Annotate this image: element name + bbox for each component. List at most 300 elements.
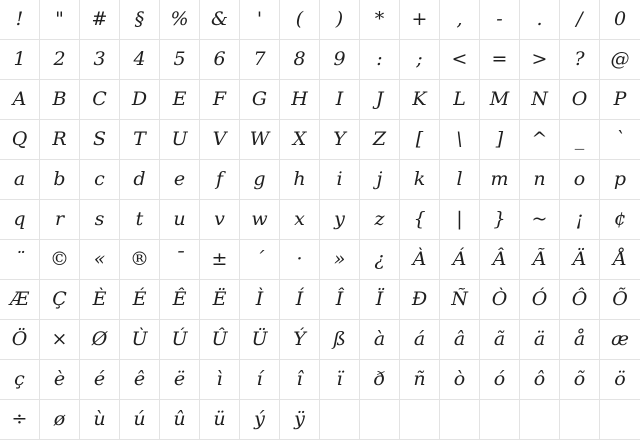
glyph-character: 0 xyxy=(613,8,627,30)
glyph-character: æ xyxy=(611,328,629,350)
glyph-character: = xyxy=(491,48,508,70)
glyph-cell[interactable] xyxy=(400,160,440,200)
glyph-cell[interactable] xyxy=(600,40,640,80)
glyph-cell[interactable] xyxy=(240,280,280,320)
glyph-cell[interactable] xyxy=(0,320,40,360)
glyph-character: ë xyxy=(173,368,186,390)
glyph-cell[interactable] xyxy=(560,80,600,120)
glyph-character: Y xyxy=(333,128,346,150)
glyph-character: X xyxy=(292,128,307,150)
glyph-cell[interactable] xyxy=(120,280,160,320)
glyph-character: 8 xyxy=(293,48,306,70)
glyph-cell[interactable] xyxy=(520,280,560,320)
glyph-character: ý xyxy=(254,408,265,430)
glyph-cell[interactable] xyxy=(40,400,80,440)
glyph-cell[interactable] xyxy=(560,200,600,240)
glyph-cell[interactable] xyxy=(0,80,40,120)
glyph-cell[interactable] xyxy=(560,0,600,40)
glyph-character: r xyxy=(54,208,65,230)
glyph-character: / xyxy=(576,8,583,30)
glyph-cell[interactable] xyxy=(0,160,40,200)
glyph-cell[interactable] xyxy=(280,160,320,200)
glyph-character: > xyxy=(531,48,548,70)
glyph-character: ` xyxy=(615,128,625,150)
glyph-cell[interactable] xyxy=(400,200,440,240)
glyph-character: , xyxy=(456,8,463,30)
glyph-character: [ xyxy=(415,128,424,150)
glyph-cell[interactable] xyxy=(240,200,280,240)
glyph-cell[interactable] xyxy=(600,320,640,360)
glyph-character: 7 xyxy=(253,48,266,70)
glyph-cell[interactable] xyxy=(520,200,560,240)
glyph-cell[interactable] xyxy=(520,0,560,40)
glyph-cell[interactable] xyxy=(200,400,240,440)
glyph-cell[interactable] xyxy=(520,160,560,200)
glyph-cell[interactable] xyxy=(160,280,200,320)
glyph-character: c xyxy=(94,168,105,190)
glyph-cell[interactable] xyxy=(520,400,560,440)
glyph-cell[interactable] xyxy=(480,240,520,280)
glyph-cell[interactable] xyxy=(600,200,640,240)
glyph-character: å xyxy=(573,328,586,350)
glyph-character: Z xyxy=(372,128,387,150)
glyph-cell[interactable] xyxy=(320,0,360,40)
glyph-cell[interactable] xyxy=(600,240,640,280)
glyph-character: Õ xyxy=(612,288,628,310)
glyph-character: s xyxy=(94,208,105,230)
glyph-cell[interactable] xyxy=(200,0,240,40)
glyph-character: Ê xyxy=(172,288,187,310)
glyph-cell[interactable] xyxy=(200,120,240,160)
glyph-character: â xyxy=(453,328,466,350)
glyph-character: ® xyxy=(130,248,149,270)
glyph-character: F xyxy=(212,88,227,110)
glyph-cell[interactable] xyxy=(280,0,320,40)
glyph-cell[interactable] xyxy=(80,320,120,360)
glyph-cell[interactable] xyxy=(440,80,480,120)
glyph-character: À xyxy=(412,248,427,270)
glyph-cell[interactable] xyxy=(480,40,520,80)
glyph-cell[interactable] xyxy=(320,280,360,320)
glyph-character: & xyxy=(211,8,228,30)
glyph-cell[interactable] xyxy=(360,160,400,200)
glyph-character: v xyxy=(214,208,225,230)
glyph-character: Ù xyxy=(131,328,148,350)
glyph-character: û xyxy=(173,408,186,430)
glyph-character: " xyxy=(55,8,64,30)
glyph-cell[interactable] xyxy=(560,120,600,160)
glyph-cell[interactable] xyxy=(600,80,640,120)
glyph-character: ð xyxy=(373,368,386,390)
glyph-cell[interactable] xyxy=(80,0,120,40)
glyph-character: Ï xyxy=(375,288,384,310)
glyph-cell[interactable] xyxy=(280,320,320,360)
glyph-character: @ xyxy=(610,48,630,70)
glyph-character: d xyxy=(133,168,146,190)
glyph-cell[interactable] xyxy=(80,160,120,200)
glyph-character: ! xyxy=(15,8,24,30)
glyph-character: * xyxy=(374,8,385,30)
glyph-cell[interactable] xyxy=(0,240,40,280)
glyph-character: ¯ xyxy=(174,248,185,270)
glyph-cell[interactable] xyxy=(120,160,160,200)
glyph-character: O xyxy=(571,88,588,110)
glyph-cell[interactable] xyxy=(560,40,600,80)
glyph-character: 4 xyxy=(133,48,146,70)
glyph-character: É xyxy=(132,288,147,310)
glyph-character: 3 xyxy=(93,48,106,70)
glyph-character: 2 xyxy=(53,48,66,70)
glyph-cell[interactable] xyxy=(280,400,320,440)
glyph-character: . xyxy=(536,8,543,30)
glyph-cell[interactable] xyxy=(40,160,80,200)
glyph-cell[interactable] xyxy=(360,240,400,280)
glyph-cell[interactable] xyxy=(80,120,120,160)
glyph-character: m xyxy=(490,168,509,190)
glyph-cell[interactable] xyxy=(40,280,80,320)
glyph-cell[interactable] xyxy=(280,120,320,160)
glyph-cell[interactable] xyxy=(320,120,360,160)
glyph-cell[interactable] xyxy=(560,320,600,360)
glyph-character: Ë xyxy=(212,288,227,310)
glyph-cell[interactable] xyxy=(240,40,280,80)
glyph-cell[interactable] xyxy=(160,240,200,280)
glyph-character: b xyxy=(53,168,66,190)
glyph-cell[interactable] xyxy=(560,400,600,440)
glyph-character: ù xyxy=(93,408,106,430)
glyph-cell[interactable] xyxy=(400,320,440,360)
glyph-character: î xyxy=(296,368,303,390)
glyph-cell[interactable] xyxy=(520,40,560,80)
glyph-character: à xyxy=(373,328,386,350)
glyph-cell[interactable] xyxy=(160,120,200,160)
glyph-cell[interactable] xyxy=(320,160,360,200)
glyph-cell[interactable] xyxy=(240,320,280,360)
glyph-cell[interactable] xyxy=(400,240,440,280)
glyph-cell[interactable] xyxy=(80,400,120,440)
glyph-character: í xyxy=(256,368,263,390)
glyph-cell[interactable] xyxy=(160,160,200,200)
glyph-cell[interactable] xyxy=(200,320,240,360)
glyph-character: E xyxy=(172,88,187,110)
glyph-character: 9 xyxy=(333,48,346,70)
glyph-cell[interactable] xyxy=(280,40,320,80)
glyph-cell[interactable] xyxy=(480,200,520,240)
glyph-character: ñ xyxy=(413,368,426,390)
glyph-character: Ä xyxy=(572,248,587,270)
glyph-cell[interactable] xyxy=(360,200,400,240)
glyph-cell[interactable] xyxy=(160,320,200,360)
glyph-cell[interactable] xyxy=(40,240,80,280)
glyph-cell[interactable] xyxy=(440,0,480,40)
glyph-character: Q xyxy=(11,128,28,150)
glyph-character: × xyxy=(51,328,68,350)
glyph-cell[interactable] xyxy=(400,120,440,160)
glyph-character: ê xyxy=(133,368,146,390)
glyph-character: f xyxy=(215,168,224,190)
glyph-cell[interactable] xyxy=(440,400,480,440)
glyph-cell[interactable] xyxy=(160,360,200,400)
glyph-cell[interactable] xyxy=(280,240,320,280)
glyph-cell[interactable] xyxy=(360,120,400,160)
glyph-cell[interactable] xyxy=(120,80,160,120)
glyph-character: ü xyxy=(213,408,226,430)
glyph-cell[interactable] xyxy=(160,40,200,80)
glyph-cell[interactable] xyxy=(520,80,560,120)
glyph-cell[interactable] xyxy=(200,160,240,200)
glyph-cell[interactable] xyxy=(400,0,440,40)
glyph-cell[interactable] xyxy=(560,160,600,200)
glyph-cell[interactable] xyxy=(80,80,120,120)
glyph-character: L xyxy=(453,88,466,110)
glyph-cell[interactable] xyxy=(400,80,440,120)
glyph-cell[interactable] xyxy=(440,120,480,160)
glyph-character: l xyxy=(456,168,463,190)
glyph-cell[interactable] xyxy=(160,0,200,40)
glyph-cell[interactable] xyxy=(440,160,480,200)
glyph-character: n xyxy=(533,168,546,190)
glyph-cell[interactable] xyxy=(320,200,360,240)
glyph-cell[interactable] xyxy=(120,360,160,400)
glyph-character: V xyxy=(212,128,227,150)
glyph-character: Å xyxy=(613,248,627,270)
glyph-cell[interactable] xyxy=(520,240,560,280)
glyph-character: J xyxy=(375,88,384,110)
glyph-cell[interactable] xyxy=(200,360,240,400)
glyph-character: A xyxy=(12,88,27,110)
glyph-character: Ñ xyxy=(451,288,468,310)
glyph-character: ? xyxy=(574,48,585,70)
glyph-cell[interactable] xyxy=(360,80,400,120)
glyph-character: ò xyxy=(453,368,466,390)
glyph-cell[interactable] xyxy=(200,240,240,280)
glyph-cell[interactable] xyxy=(240,240,280,280)
glyph-cell[interactable] xyxy=(320,40,360,80)
glyph-character: i xyxy=(336,168,343,190)
glyph-character: é xyxy=(93,368,106,390)
glyph-character: á xyxy=(413,328,426,350)
glyph-cell[interactable] xyxy=(200,200,240,240)
glyph-cell[interactable] xyxy=(320,360,360,400)
glyph-character: Á xyxy=(452,248,467,270)
glyph-character: M xyxy=(489,88,510,110)
glyph-cell[interactable] xyxy=(40,120,80,160)
glyph-cell[interactable] xyxy=(360,0,400,40)
glyph-character: H xyxy=(291,88,308,110)
glyph-cell[interactable] xyxy=(240,160,280,200)
glyph-character: C xyxy=(92,88,107,110)
glyph-character: B xyxy=(52,88,67,110)
glyph-cell[interactable] xyxy=(40,40,80,80)
glyph-cell[interactable] xyxy=(360,280,400,320)
glyph-cell[interactable] xyxy=(120,320,160,360)
glyph-character: K xyxy=(412,88,427,110)
glyph-character: ´ xyxy=(254,248,265,270)
glyph-cell[interactable] xyxy=(0,120,40,160)
glyph-cell[interactable] xyxy=(40,200,80,240)
glyph-character: Ã xyxy=(532,248,547,270)
glyph-cell[interactable] xyxy=(280,280,320,320)
glyph-character: » xyxy=(333,248,346,270)
glyph-cell[interactable] xyxy=(560,360,600,400)
glyph-cell[interactable] xyxy=(480,320,520,360)
glyph-character: k xyxy=(413,168,426,190)
glyph-cell[interactable] xyxy=(0,200,40,240)
glyph-cell[interactable] xyxy=(360,320,400,360)
glyph-cell[interactable] xyxy=(480,0,520,40)
glyph-character: 5 xyxy=(173,48,186,70)
glyph-cell[interactable] xyxy=(400,360,440,400)
glyph-cell[interactable] xyxy=(400,40,440,80)
glyph-cell[interactable] xyxy=(240,360,280,400)
glyph-cell[interactable] xyxy=(0,400,40,440)
glyph-cell[interactable] xyxy=(440,200,480,240)
glyph-cell[interactable] xyxy=(320,80,360,120)
glyph-cell[interactable] xyxy=(80,200,120,240)
glyph-cell[interactable] xyxy=(80,360,120,400)
glyph-character: 1 xyxy=(13,48,26,70)
glyph-character: h xyxy=(293,168,306,190)
glyph-cell[interactable] xyxy=(320,400,360,440)
glyph-character: t xyxy=(135,208,144,230)
glyph-cell[interactable] xyxy=(120,120,160,160)
glyph-cell[interactable] xyxy=(40,320,80,360)
glyph-cell[interactable] xyxy=(0,0,40,40)
glyph-character: Ø xyxy=(91,328,108,350)
glyph-cell[interactable] xyxy=(40,360,80,400)
glyph-cell[interactable] xyxy=(440,280,480,320)
glyph-character: ä xyxy=(533,328,546,350)
glyph-character: : xyxy=(376,48,383,70)
glyph-cell[interactable] xyxy=(440,320,480,360)
glyph-cell[interactable] xyxy=(120,200,160,240)
glyph-cell[interactable] xyxy=(400,280,440,320)
glyph-character: | xyxy=(456,208,463,230)
glyph-character: x xyxy=(294,208,305,230)
glyph-cell[interactable] xyxy=(280,200,320,240)
glyph-cell[interactable] xyxy=(160,400,200,440)
glyph-cell[interactable] xyxy=(0,280,40,320)
glyph-character: + xyxy=(411,8,428,30)
glyph-character: « xyxy=(93,248,106,270)
glyph-cell[interactable] xyxy=(560,280,600,320)
glyph-cell[interactable] xyxy=(80,40,120,80)
glyph-cell[interactable] xyxy=(0,40,40,80)
glyph-cell[interactable] xyxy=(480,120,520,160)
glyph-character: ¨ xyxy=(14,248,25,270)
glyph-character: } xyxy=(493,208,506,230)
glyph-cell[interactable] xyxy=(280,360,320,400)
glyph-cell[interactable] xyxy=(80,240,120,280)
glyph-cell[interactable] xyxy=(360,400,400,440)
glyph-cell[interactable] xyxy=(480,80,520,120)
glyph-cell[interactable] xyxy=(320,320,360,360)
glyph-character: Ó xyxy=(531,288,548,310)
glyph-cell[interactable] xyxy=(160,80,200,120)
glyph-cell[interactable] xyxy=(480,360,520,400)
glyph-cell[interactable] xyxy=(600,400,640,440)
glyph-character: ì xyxy=(216,368,223,390)
glyph-character: S xyxy=(92,128,107,150)
glyph-cell[interactable] xyxy=(480,160,520,200)
glyph-cell[interactable] xyxy=(600,280,640,320)
glyph-character: Ò xyxy=(491,288,508,310)
glyph-character: Ú xyxy=(171,328,188,350)
glyph-character: ø xyxy=(53,408,66,430)
glyph-character: ô xyxy=(533,368,546,390)
glyph-cell[interactable] xyxy=(240,80,280,120)
glyph-character: Ý xyxy=(293,328,306,350)
glyph-cell[interactable] xyxy=(200,40,240,80)
glyph-character: ú xyxy=(133,408,146,430)
glyph-character: p xyxy=(613,168,627,190)
glyph-character: ( xyxy=(295,8,304,30)
glyph-cell[interactable] xyxy=(480,280,520,320)
glyph-character: Û xyxy=(211,328,228,350)
glyph-cell[interactable] xyxy=(160,200,200,240)
glyph-cell[interactable] xyxy=(400,400,440,440)
glyph-cell[interactable] xyxy=(440,360,480,400)
glyph-character: ó xyxy=(493,368,506,390)
glyph-cell[interactable] xyxy=(440,240,480,280)
glyph-cell[interactable] xyxy=(240,120,280,160)
glyph-character: % xyxy=(170,8,189,30)
glyph-cell[interactable] xyxy=(600,120,640,160)
glyph-cell[interactable] xyxy=(0,360,40,400)
glyph-character: o xyxy=(573,168,586,190)
glyph-character: < xyxy=(451,48,468,70)
glyph-cell[interactable] xyxy=(520,360,560,400)
glyph-character: - xyxy=(496,8,503,30)
glyph-character: Ç xyxy=(52,288,67,310)
glyph-character: © xyxy=(50,248,69,270)
glyph-cell[interactable] xyxy=(440,40,480,80)
glyph-cell[interactable] xyxy=(120,40,160,80)
glyph-character: ¿ xyxy=(374,248,385,270)
glyph-character: u xyxy=(173,208,186,230)
glyph-cell[interactable] xyxy=(600,0,640,40)
glyph-cell[interactable] xyxy=(360,40,400,80)
glyph-character: ; xyxy=(416,48,423,70)
glyph-character: ß xyxy=(333,328,346,350)
glyph-character: ~ xyxy=(531,208,548,230)
glyph-character: # xyxy=(91,8,108,30)
glyph-cell[interactable] xyxy=(600,360,640,400)
glyph-character: ÿ xyxy=(294,408,305,430)
glyph-cell[interactable] xyxy=(120,0,160,40)
glyph-cell[interactable] xyxy=(200,280,240,320)
glyph-cell[interactable] xyxy=(320,240,360,280)
glyph-cell[interactable] xyxy=(240,0,280,40)
glyph-cell[interactable] xyxy=(480,400,520,440)
glyph-cell[interactable] xyxy=(600,160,640,200)
glyph-cell[interactable] xyxy=(240,400,280,440)
glyph-cell[interactable] xyxy=(280,80,320,120)
glyph-cell[interactable] xyxy=(120,240,160,280)
glyph-cell[interactable] xyxy=(200,80,240,120)
glyph-character: e xyxy=(173,168,186,190)
glyph-cell[interactable] xyxy=(120,400,160,440)
glyph-cell[interactable] xyxy=(520,120,560,160)
glyph-cell[interactable] xyxy=(40,0,80,40)
glyph-cell[interactable] xyxy=(40,80,80,120)
glyph-cell[interactable] xyxy=(360,360,400,400)
glyph-cell[interactable] xyxy=(520,320,560,360)
glyph-cell[interactable] xyxy=(560,240,600,280)
glyph-character: Í xyxy=(295,288,304,310)
glyph-character: q xyxy=(13,208,26,230)
glyph-cell[interactable] xyxy=(80,280,120,320)
